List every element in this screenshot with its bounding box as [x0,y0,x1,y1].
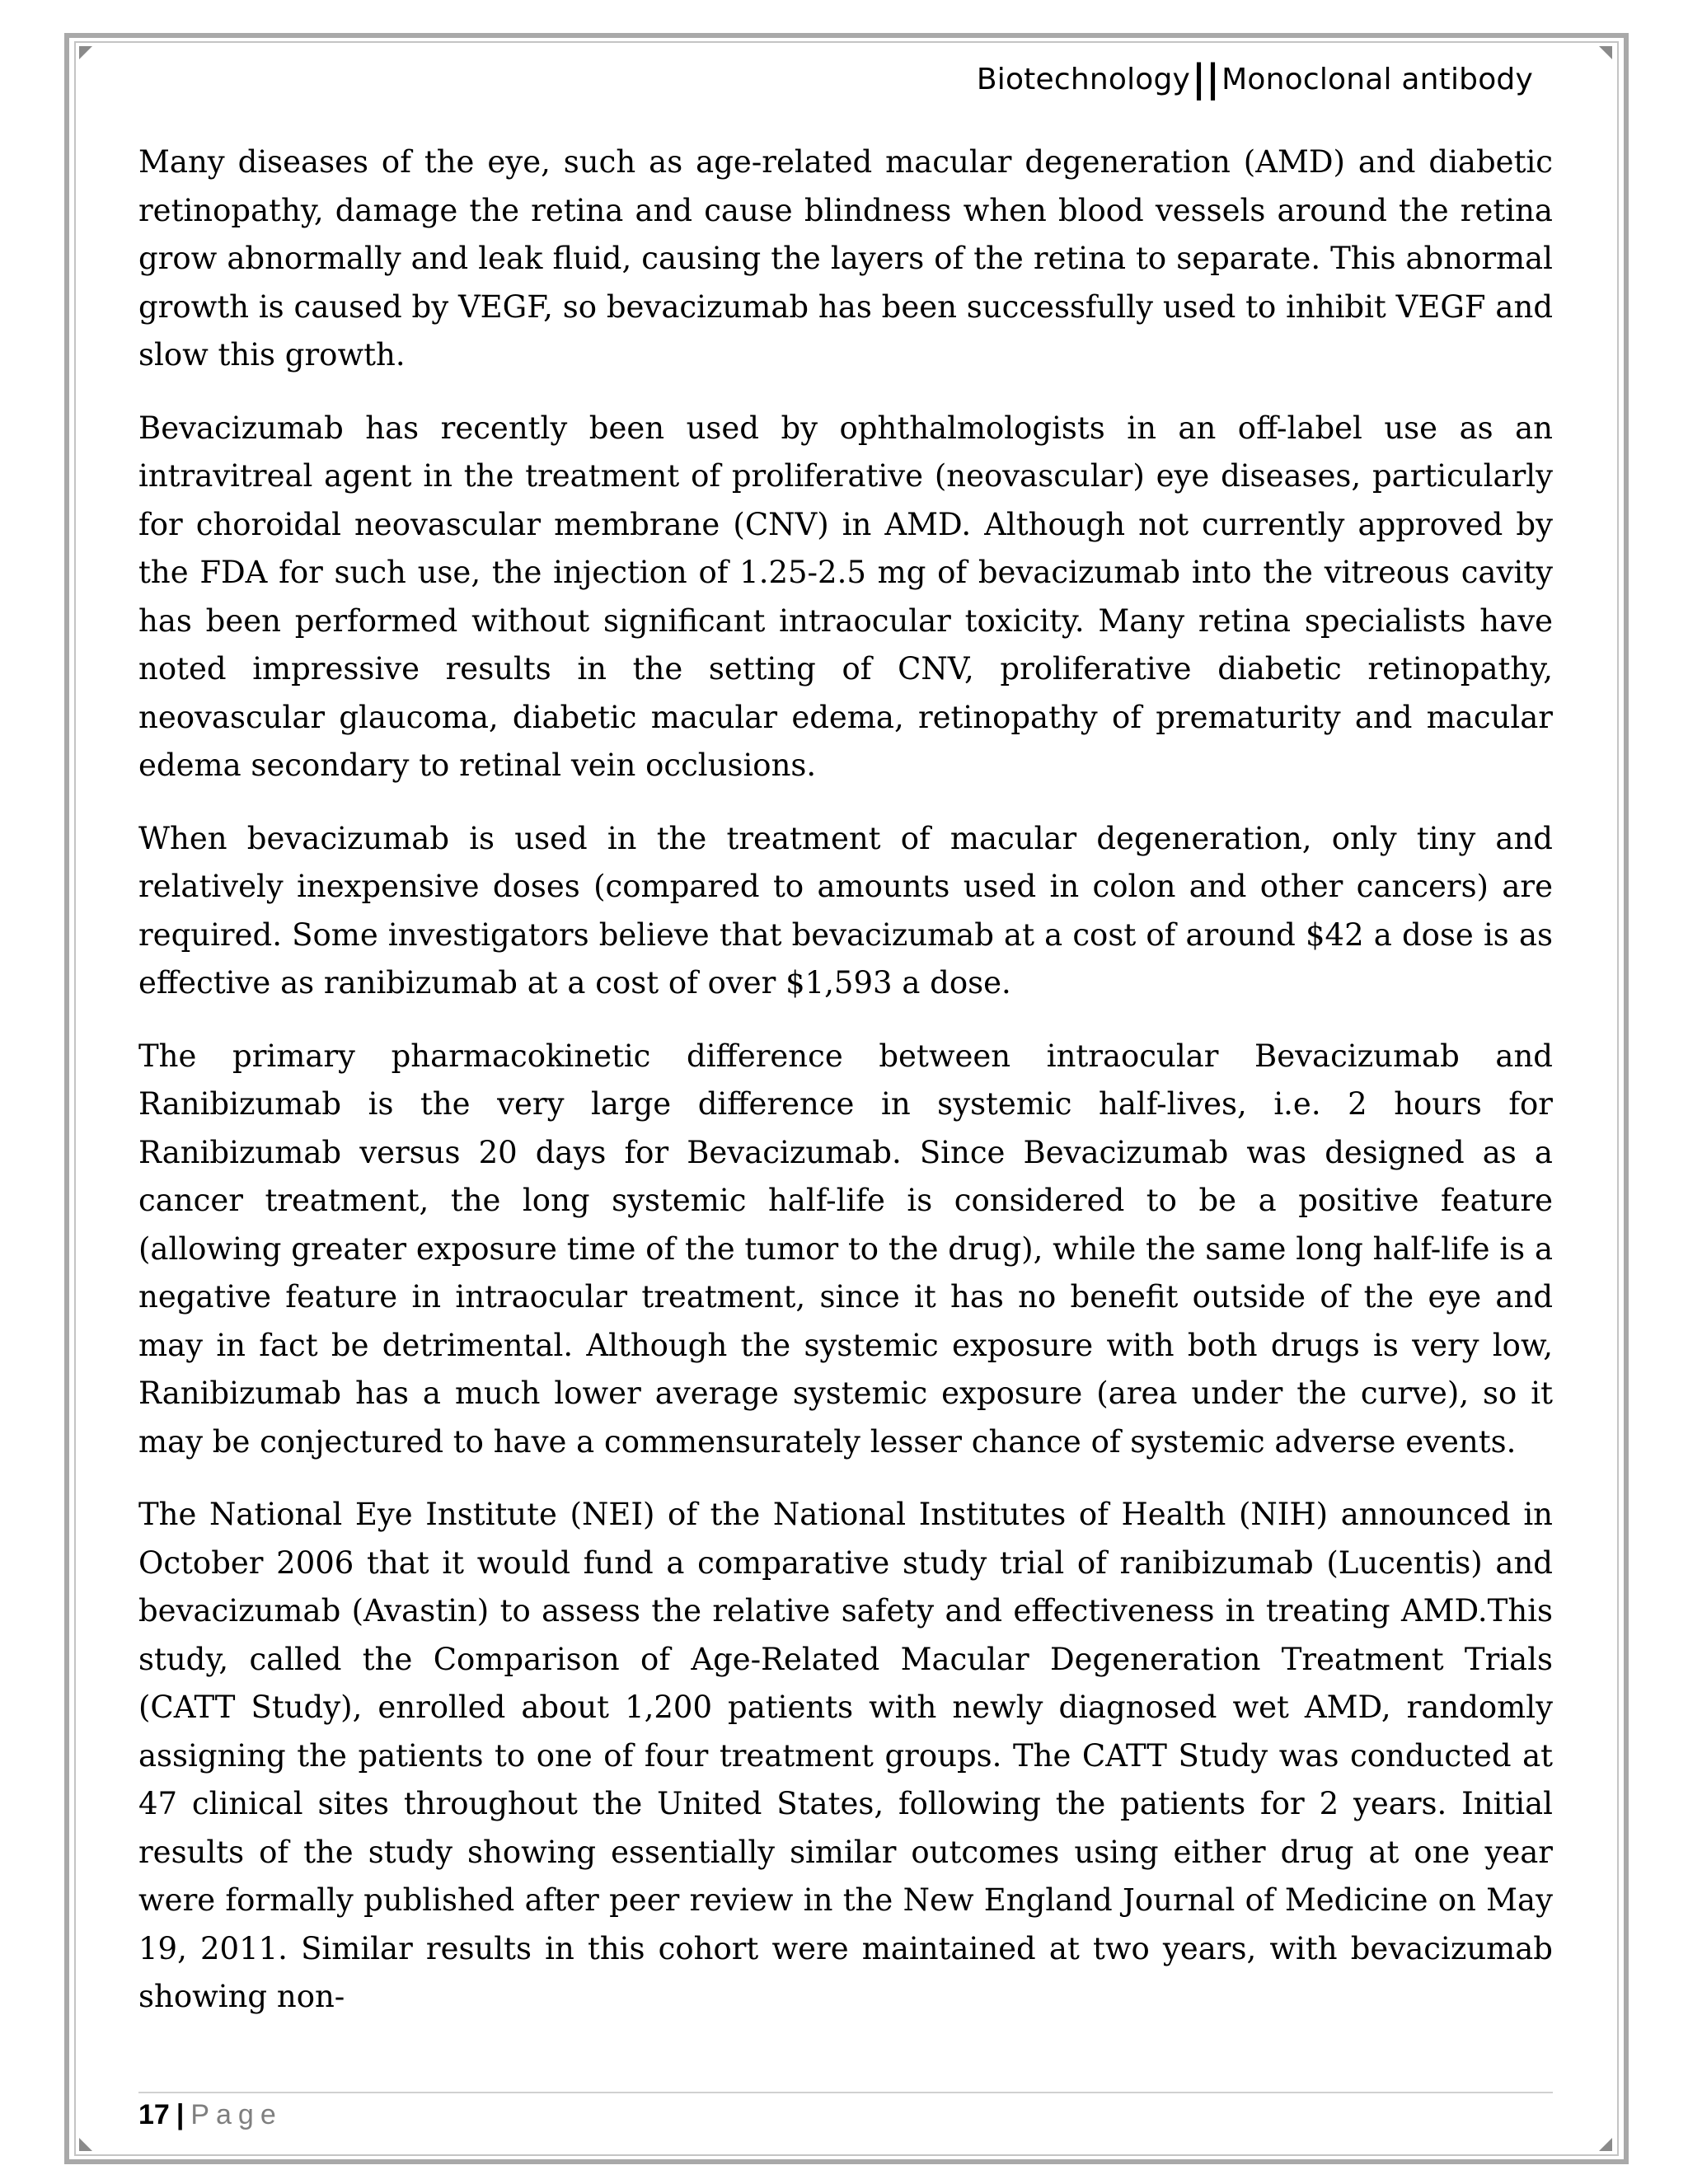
header-topic: Monoclonal antibody [1221,63,1533,96]
page-footer [138,2097,283,2133]
paragraph-3: When bevacizumab is used in the treatment of macular degeneration, only tiny and relatively inexpensive doses (compared to amounts used in colon and other cancers) are required. Some investigators believe that bevacizumab at a cost of around $42 a dose is as effective as ranibizumab at a cost of over $1,593 a dose. [138,820,1553,1001]
footer-divider [138,2092,1553,2093]
corner-ornament-bottom-left [79,2138,92,2151]
corner-ornament-top-left [79,46,92,59]
page-label: Page [190,2099,283,2130]
paragraph-1: Many diseases of the eye, such as age-related macular degeneration (AMD) and diabetic retinopathy, damage the retina and cause blindness when blood vessels around the retina grow abnormally and leak fluid, causing the layers of the retina to separate. This abnormal growth is caused by VEGF, so bevacizumab has been successfully used to inhibit VEGF and slow this growth. [138,144,1553,373]
paragraph-4: The primary pharmacokinetic difference between intraocular Bevacizumab and Ranibizumab is the very large difference in systemic half-lives, i.e. 2 hours for Ranibizumab versus 20 days for Bevacizumab. Since Bevacizumab was designed as a cancer treatment, the long systemic half-life is considered to be a positive feature (allowing greater exposure time of the tumor to the drug), while the same long half-life is a negative feature in intraocular treatment, since it has no benefit outside of the eye and may in fact be detrimental. Although the systemic exposure with both drugs is very low, Ranibizumab has a much lower average systemic exposure (area under the curve), so it may be conjectured to have a commensurately lesser chance of systemic adverse events. [138,1038,1553,1460]
running-header [977,56,1533,101]
paragraph-2: Bevacizumab has recently been used by ophthalmologists in an off-label use as an intravitreal agent in the treatment of proliferative (neovascular) eye diseases, particularly for choroidal neovascular membrane (CNV) in AMD. Although not currently approved by the FDA for such use, the injection of 1.25-2.5 mg of bevacizumab into the vitreous cavity has been performed without significant intraocular toxicity. Many retina specialists have noted impressive results in the setting of CNV, proliferative diabetic retinopathy, neovascular glaucoma, diabetic macular edema, retinopathy of prematurity and macular edema secondary to retinal vein occlusions. [138,410,1553,783]
header-subject: Biotechnology [976,63,1191,96]
body-text [138,138,1553,2046]
header-separator: || [1192,56,1221,101]
paragraph-5: The National Eye Institute (NEI) of the National Institutes of Health (NIH) announced in October 2006 that it would fund a comparative study trial of ranibizumab (Lucentis) and bevacizumab (Avastin) to assess the relative safety and effectiveness in treating AMD.This study, called the Comparison of Age-Related Macular Degeneration Treatment Trials (CATT Study), enrolled about 1,200 patients with newly diagnosed wet AMD, randomly assigning the patients to one of four treatment groups. The CATT Study was conducted at 47 clinical sites throughout the United States, following the patients for 2 years. Initial results of the study showing essentially similar outcomes using either drug at one year were formally published after peer review in the New England Journal of Medicine on May 19, 2011. Similar results in this cohort were maintained at two years, with bevacizumab showing non- [138,1497,1553,2014]
corner-ornament-bottom-right [1599,2138,1612,2151]
corner-ornament-top-right [1599,46,1612,59]
footer-separator: | [176,2099,185,2130]
page-number: 17 [138,2099,170,2130]
